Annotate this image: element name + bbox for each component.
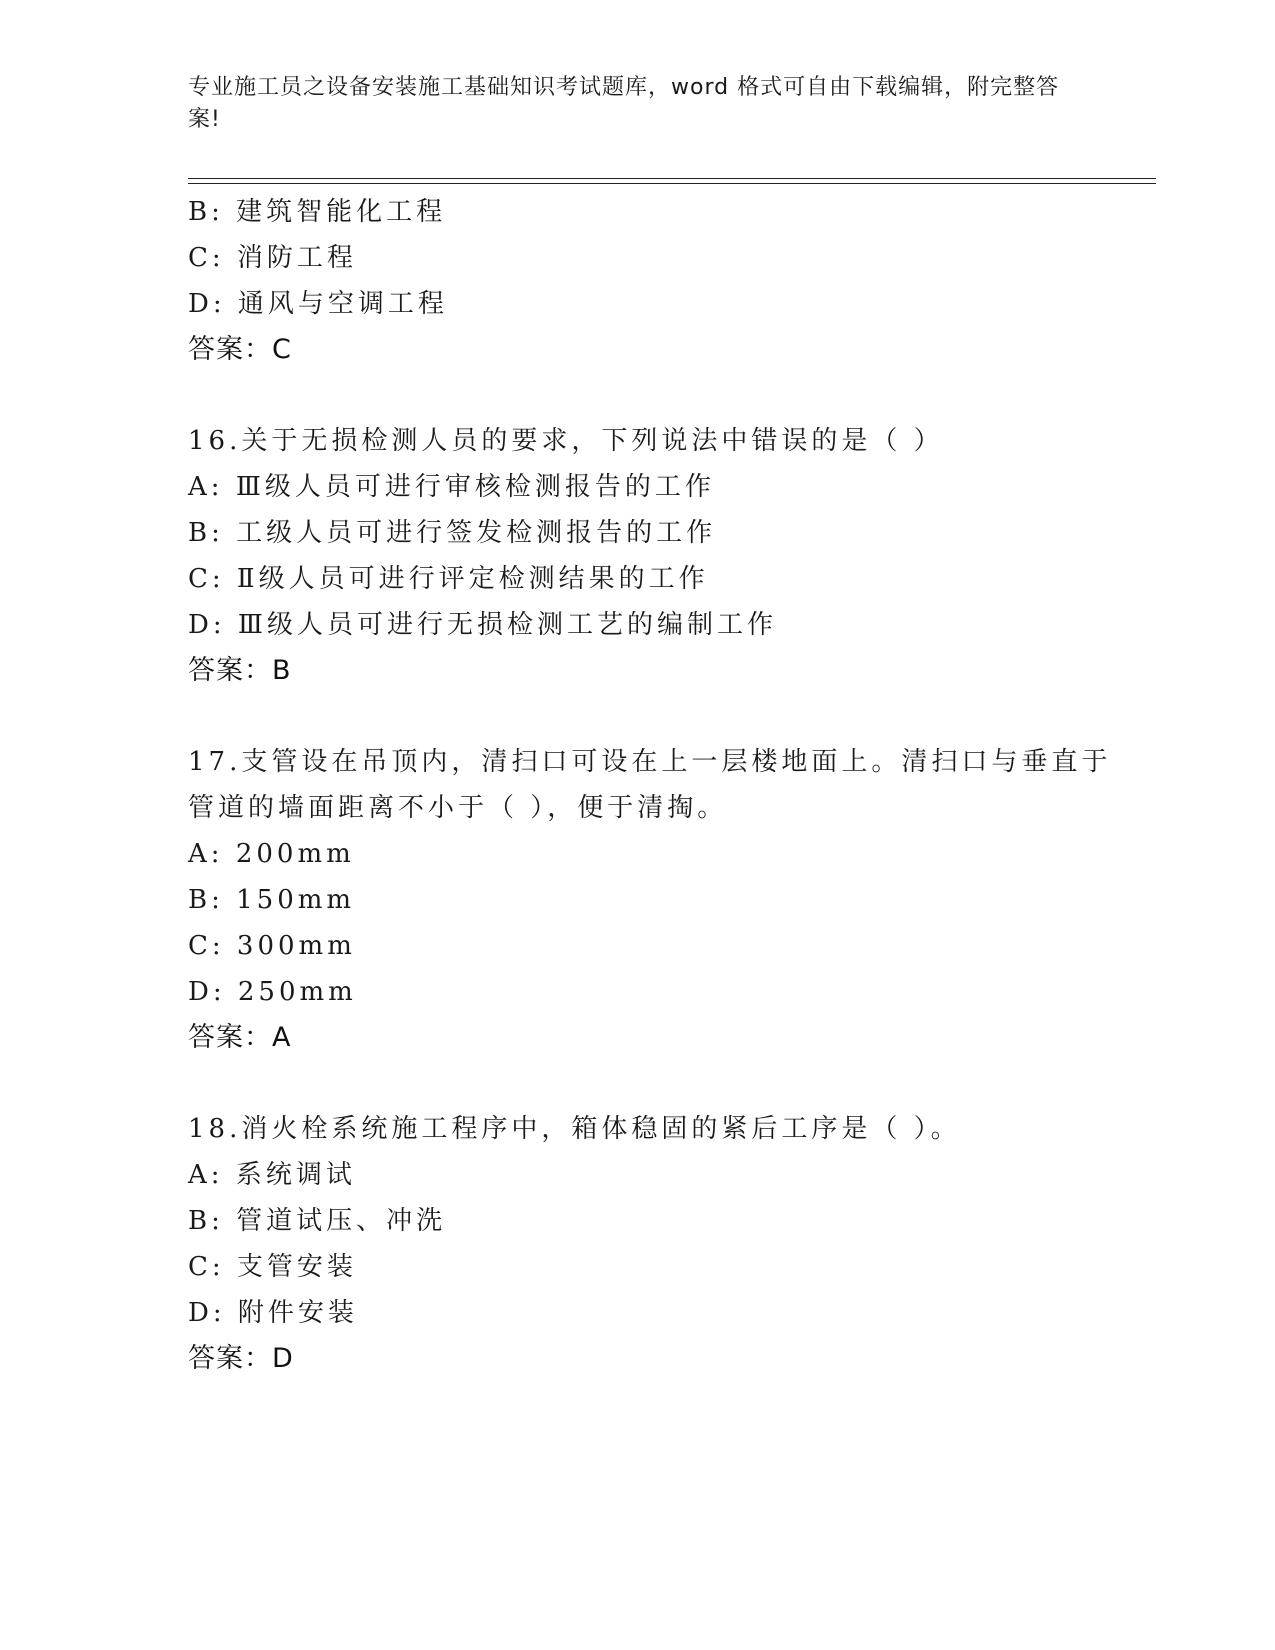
option-label: B: [188,518,224,548]
option-b [188,510,1088,556]
option-label: B: [188,197,224,227]
question-15-tail [188,189,1088,373]
option-label: C: [188,243,225,273]
option-c [188,235,1088,281]
option-text: 200mm [235,839,355,869]
option-text: 消防工程 [236,243,357,273]
option-label: A: [188,1160,224,1190]
answer-line: 答案：A [188,1022,292,1053]
question-17 [188,739,1112,1061]
option-label: B: [188,1206,224,1236]
option-d [188,602,1088,648]
answer-line: 答案：C [188,334,292,365]
spacer [188,694,1088,739]
exam-content [188,189,1112,1382]
option-d [188,969,1088,1015]
option-label: D: [188,289,226,319]
option-c [188,556,1088,602]
option-a [188,831,1088,877]
option-label: A: [188,472,224,502]
option-text: Ⅲ级人员可进行无损检测工艺的编制工作 [237,610,777,640]
spacer [188,373,1088,418]
question-text-line-1: 17.支管设在吊顶内，清扫口可设在上一层楼地面上。清扫口与垂直于 [188,747,1112,777]
option-a [188,464,1088,510]
option-label: C: [188,1252,225,1282]
option-c [188,1244,1088,1290]
question-text: 16.关于无损检测人员的要求，下列说法中错误的是（ ） [188,426,944,456]
option-label: C: [188,931,225,961]
option-text: 150mm [236,885,356,915]
option-a [188,1152,1088,1198]
question-text-line-2: 管道的墙面距离不小于（ ），便于清掏。 [188,793,728,823]
option-d [188,281,1088,327]
option-b [188,189,1088,235]
header-divider-bottom [188,183,1156,184]
page-header-title: 专业施工员之设备安装施工基础知识考试题库，word 格式可自由下载编辑，附完整答案! [188,75,1060,132]
option-label: D: [188,977,226,1007]
option-text: Ⅱ级人员可进行评定检测结果的工作 [236,564,709,594]
option-text: 建筑智能化工程 [236,197,447,227]
option-text: 工级人员可进行签发检测报告的工作 [236,518,717,548]
option-text: 300mm [236,931,356,961]
answer-line: 答案：D [188,1343,294,1374]
option-label: B: [188,885,224,915]
option-text: Ⅲ级人员可进行审核检测报告的工作 [235,472,715,502]
option-text: 管道试压、冲洗 [236,1206,447,1236]
option-text: 通风与空调工程 [237,289,448,319]
option-label: C: [188,564,225,594]
option-label: D: [188,610,226,640]
spacer [188,1061,1088,1106]
question-16 [188,418,1088,694]
question-text: 18.消火栓系统施工程序中，箱体稳固的紧后工序是（ ）。 [188,1114,961,1144]
question-18 [188,1106,1088,1382]
option-c [188,923,1088,969]
option-text: 250mm [237,977,357,1007]
option-text: 系统调试 [235,1160,356,1190]
header-divider-top [188,178,1156,179]
option-b [188,1198,1088,1244]
option-d [188,1290,1088,1336]
option-b [188,877,1088,923]
option-text: 附件安装 [237,1298,358,1328]
option-label: D: [188,1298,226,1328]
option-text: 支管安装 [236,1252,357,1282]
option-label: A: [188,839,224,869]
answer-line: 答案：B [188,655,292,686]
